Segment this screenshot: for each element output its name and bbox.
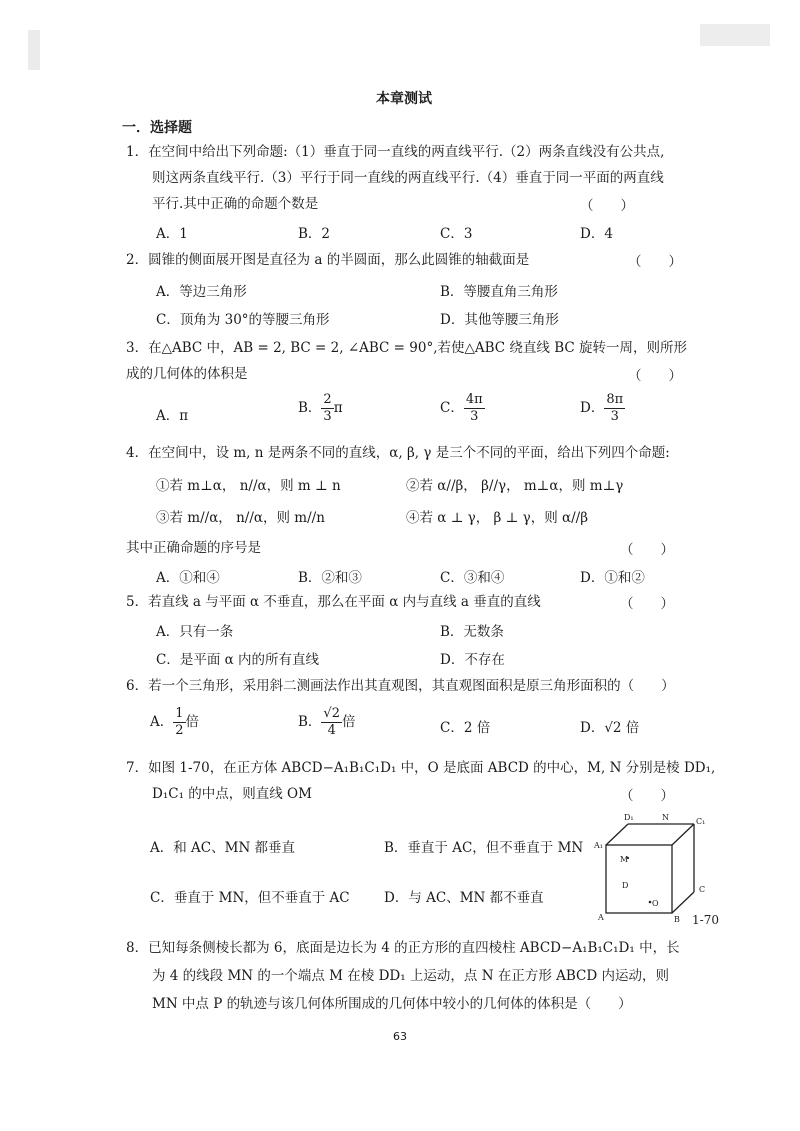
q6-option-a [150,706,199,739]
label-c: C [699,885,706,894]
fraction-denominator: 3 [323,409,332,424]
q3-answer-paren: （ ） [628,368,682,384]
q3-option-c-label: C． [440,400,464,416]
q7-option-b: B．垂直于 AC，但不垂直于 MN [384,840,584,856]
q4-option-d: D．①和② [580,570,645,586]
cube-figure [592,810,722,928]
label-m: M [620,855,629,864]
q4-statement-2: ②若 α//β， β//γ， m⊥α，则 m⊥γ [406,478,624,494]
q4-line2: 其中正确命题的序号是 [126,540,261,556]
q6-option-a-tail: 倍 [185,714,200,730]
q4-option-b: B．②和③ [298,570,362,586]
q3-option-d-label: D． [580,400,605,416]
fraction-numerator: √2 [323,706,340,721]
q8-line2: 为 4 的线段 MN 的一个端点 M 在棱 DD₁ 上运动，点 N 在正方形 ABCD 内运动，则 [152,968,669,984]
cube-edge [672,824,694,845]
fraction-numerator: 8π [606,392,624,407]
q1-option-a: A．1 [156,226,188,242]
label-d1: D₁ [624,813,634,822]
q3-option-b [298,392,343,425]
q1-line3: 平行.其中正确的命题个数是 [152,196,319,212]
q3-option-c-fraction [464,392,485,425]
figure-caption: 1-70 [692,913,719,927]
q3-option-d [580,392,625,425]
fraction-numerator: 2 [323,392,332,407]
scan-noise-right [700,24,770,46]
q3-line2: 成的几何体的体积是 [126,366,248,382]
q8-line3: MN 中点 P 的轨迹与该几何体所围成的几何体中较小的几何体的体积是（ ） [152,996,632,1012]
page-title: 本章测试 [376,91,432,107]
q1-option-b: B．2 [298,226,331,242]
q5-option-c: C．是平面 α 内的所有直线 [156,652,320,668]
label-o: O [652,899,659,908]
section-heading: 一．选择题 [122,120,192,136]
label-n: N [662,813,669,822]
q3-option-a: A．π [156,408,189,424]
q1-answer-paren: （ ） [580,198,634,214]
q6-option-b [298,706,355,739]
point-o [649,901,652,904]
fraction-numerator: 1 [175,706,184,721]
q4-answer-paren: （ ） [620,542,674,558]
q6-option-b-tail: 倍 [341,714,356,730]
q4-option-a: A．①和④ [156,570,220,586]
q1-line1: 1．在空间中给出下列命题:（1）垂直于同一直线的两直线平行.（2）两条直线没有公共点, [126,144,665,160]
cube-edge [606,824,628,845]
fraction-denominator: 4 [327,723,336,738]
label-d: D [622,881,629,890]
q2-line1: 2．圆锥的侧面展开图是直径为 a 的半圆面，那么此圆锥的轴截面是 [126,252,530,268]
q1-line2: 则这两条直线平行.（3）平行于同一直线的两直线平行.（4）垂直于同一平面的两直线 [152,170,664,186]
fraction-denominator: 2 [175,723,184,738]
q7-line1: 7．如图 1-70，在正方体 ABCD−A₁B₁C₁D₁ 中，O 是底面 ABCD 的中心，M, N 分别是棱 DD₁, [126,760,716,776]
q2-answer-paren: （ ） [628,254,682,270]
q6-option-d: D．√2 倍 [580,720,640,736]
q3-option-d-fraction [604,392,625,425]
scan-noise-left [28,30,40,70]
label-a1: A₁ [594,841,603,850]
fraction-denominator: 3 [470,409,479,424]
q5-option-a: A．只有一条 [156,624,234,640]
q5-line1: 5．若直线 a 与平面 α 不垂直，那么在平面 α 内与直线 a 垂直的直线 [126,594,541,610]
q3-option-b-fraction [321,392,333,425]
q6-option-a-fraction [173,706,185,739]
q3-option-b-label: B． [298,400,322,416]
label-b: B [674,915,680,924]
q4-statement-1: ①若 m⊥α， n//α，则 m ⊥ n [156,478,341,494]
q6-option-b-label: B． [298,714,322,730]
q6-option-b-fraction [321,706,342,739]
fraction-numerator: 4π [465,392,483,407]
q2-option-c: C．顶角为 30°的等腰三角形 [156,312,330,328]
q3-option-b-tail: π [333,400,343,416]
q2-option-b: B．等腰直角三角形 [440,284,558,300]
q7-option-c: C．垂直于 MN，但不垂直于 AC [150,890,350,906]
q3-line1: 3．在△ABC 中，AB = 2, BC = 2, ∠ABC = 90°,若使△ABC 绕直线 BC 旋转一周，则所形 [126,340,687,356]
q5-answer-paren: （ ） [620,596,674,612]
q6-line1: 6．若一个三角形，采用斜二测画法作出其直观图，其直观图面积是原三角形面积的（ ） [126,678,675,694]
q2-option-a: A．等边三角形 [156,284,247,300]
q4-line1: 4．在空间中，设 m, n 是两条不同的直线，α, β, γ 是三个不同的平面，给出下列四个命题: [126,445,670,461]
label-c1: C₁ [696,817,706,826]
q7-line2: D₁C₁ 的中点，则直线 OM [152,786,312,802]
fraction-denominator: 3 [610,409,619,424]
page-number: 63 [393,1030,407,1043]
q4-option-c: C．③和④ [440,570,505,586]
q7-option-a: A．和 AC、MN 都垂直 [150,840,296,856]
q7-answer-paren: （ ） [620,788,674,804]
label-a: A [598,913,604,922]
cube-edge [672,892,694,913]
cube-front-face [606,845,672,913]
q4-statement-3: ③若 m//α， n//α，则 m//n [156,510,325,526]
q2-option-d: D．其他等腰三角形 [440,312,559,328]
q5-option-b: B．无数条 [440,624,504,640]
q1-option-d: D．4 [580,226,613,242]
q1-option-c: C．3 [440,226,473,242]
q6-option-c: C．2 倍 [440,720,491,736]
q4-statement-4: ④若 α ⊥ γ， β ⊥ γ，则 α//β [406,510,589,526]
q3-option-c [440,392,485,425]
q8-line1: 8．已知每条侧棱长都为 6，底面是边长为 4 的正方形的直四棱柱 ABCD−A₁B₁C₁D₁ 中，长 [126,940,680,956]
q6-option-a-label: A． [150,714,174,730]
q5-option-d: D．不存在 [440,652,505,668]
q7-option-d: D．与 AC、MN 都不垂直 [384,890,544,906]
